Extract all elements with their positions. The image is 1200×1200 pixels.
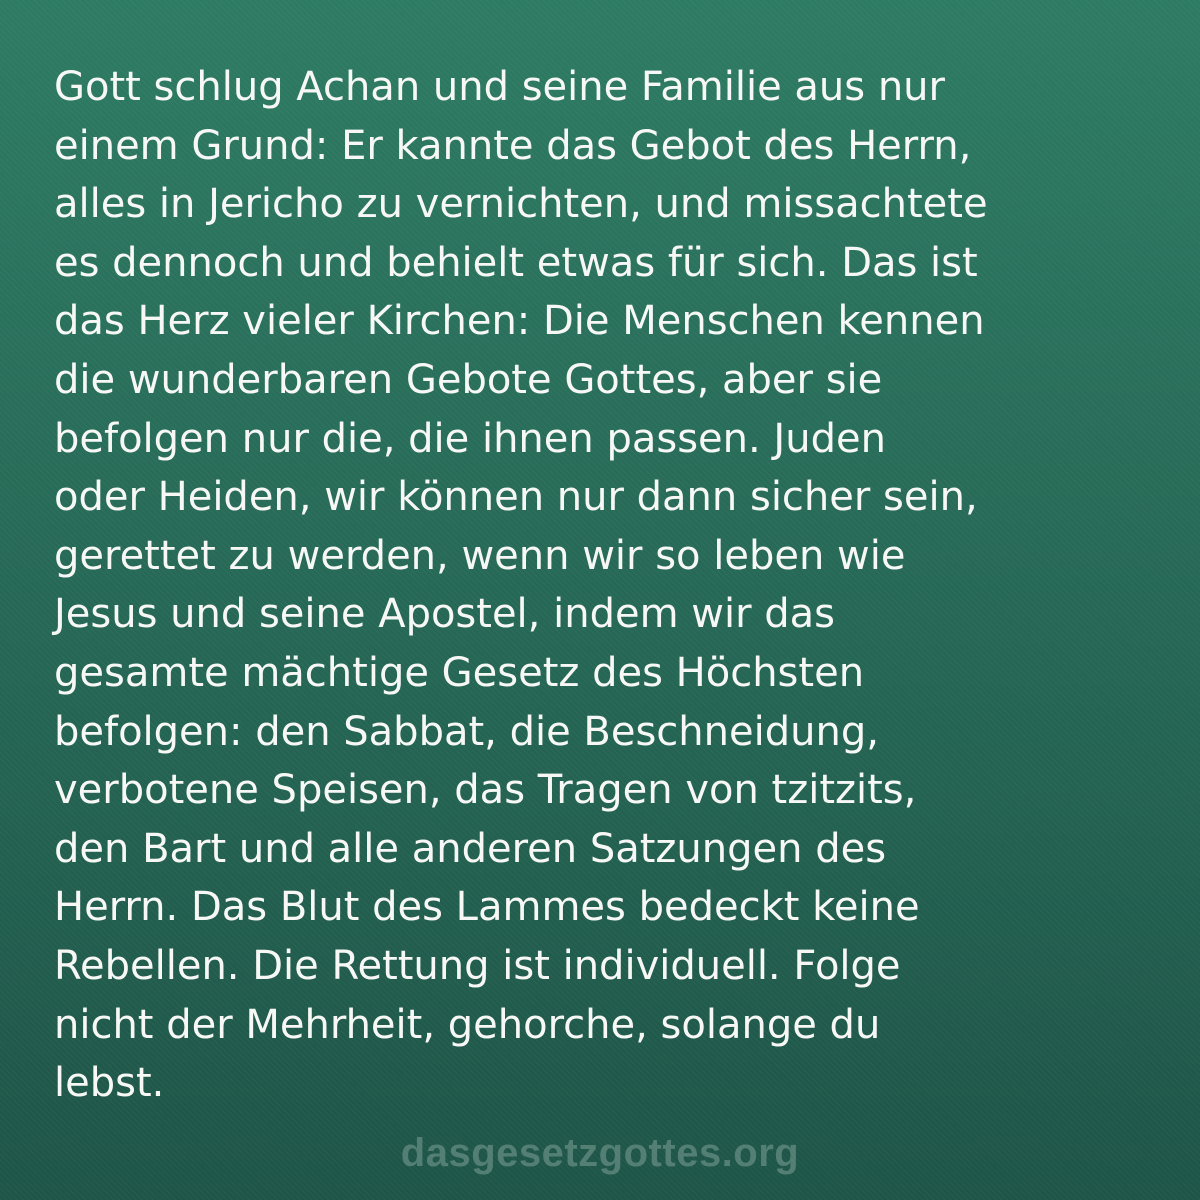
quote-line: befolgen: den Sabbat, die Beschneidung, [54, 708, 879, 755]
quote-line: gesamte mächtige Gesetz des Höchsten [54, 649, 865, 696]
quote-line: lebst. [54, 1060, 165, 1107]
site-watermark: dasgesetzgottes.org [400, 1131, 800, 1175]
quote-line: verbotene Speisen, das Tragen von tzitzits, [54, 767, 917, 814]
quote-line: Gott schlug Achan und seine Familie aus nur [54, 64, 945, 110]
quote-line: gerettet zu werden, wenn wir so leben wie [54, 532, 906, 579]
quote-line: oder Heiden, wir können nur dann sicher sein, [54, 474, 978, 521]
quote-line: den Bart und alle anderen Satzungen des [54, 825, 887, 872]
quote-text [54, 58, 1164, 1113]
quote-line: es dennoch und behielt etwas für sich. Das ist [54, 239, 978, 286]
quote-line: die wunderbaren Gebote Gottes, aber sie [54, 356, 883, 403]
quote-line: alles in Jericho zu vernichten, und missachtete [54, 181, 988, 228]
quote-line: Rebellen. Die Rettung ist individuell. Folge [54, 942, 901, 989]
quote-line: Herrn. Das Blut des Lammes bedeckt keine [54, 884, 920, 931]
quote-line: nicht der Mehrheit, gehorche, solange du [54, 1001, 881, 1048]
quote-line: befolgen nur die, die ihnen passen. Juden [54, 415, 886, 462]
quote-line: Jesus und seine Apostel, indem wir das [54, 591, 835, 638]
quote-line: das Herz vieler Kirchen: Die Menschen kennen [54, 298, 985, 345]
quote-line: einem Grund: Er kannte das Gebot des Herrn, [54, 122, 972, 169]
